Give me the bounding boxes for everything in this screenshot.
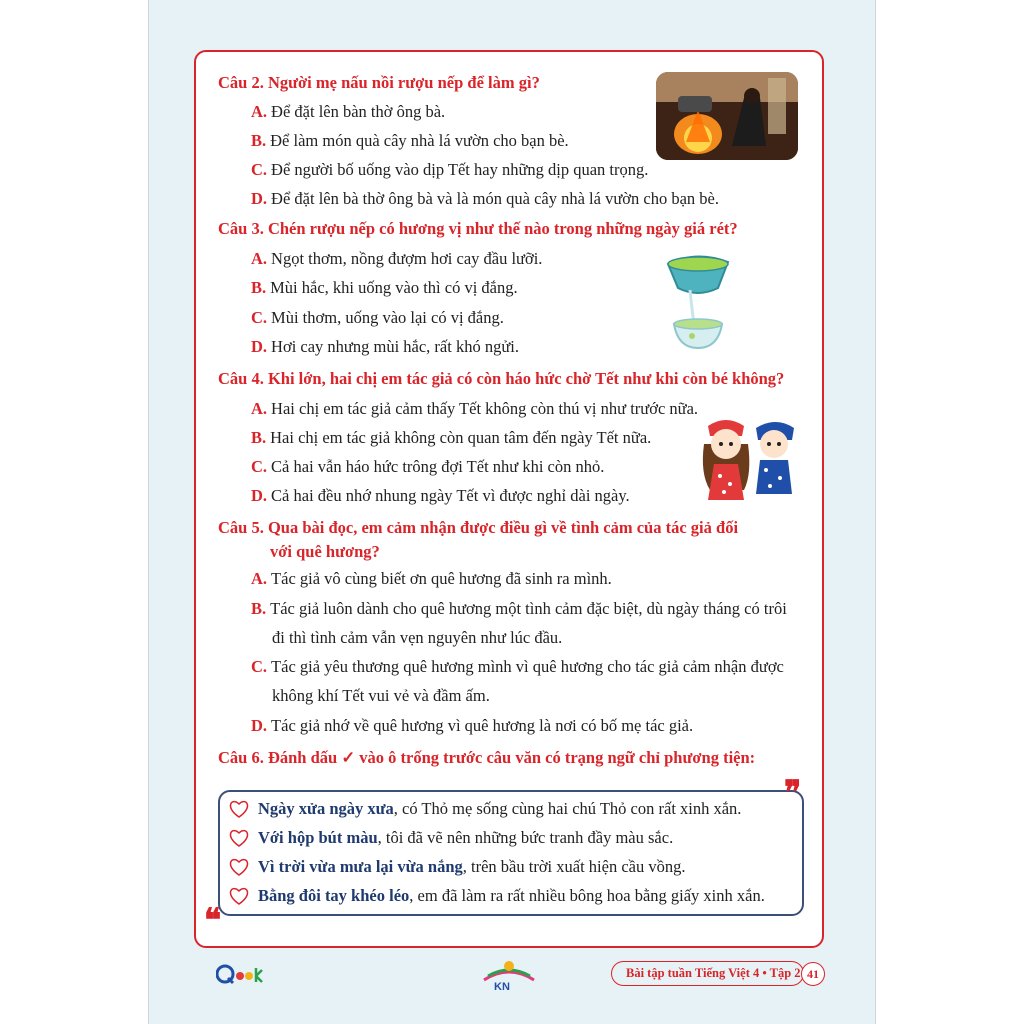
question-3-title: Câu 3. Chén rượu nếp có hương vị như thế nào trong những ngày giá rét? — [218, 219, 738, 238]
q5-answer-b-cont: đi thì tình cảm vẫn vẹn nguyên như lúc đầu. — [272, 628, 563, 647]
cooking-fire-illustration — [656, 72, 798, 160]
q5-answer-b: B. Tác giả luôn dành cho quê hương một tình cảm đặc biệt, dù ngày tháng có trôi — [251, 599, 787, 618]
quote-mark-icon: ❞ — [784, 773, 802, 811]
heart-checkbox-icon[interactable] — [228, 828, 250, 848]
q2-answer-d: D. Để đặt lên bà thờ ông bà và là món quà cây nhà lá vườn cho bạn bè. — [251, 189, 719, 208]
question-2-title: Câu 2. Người mẹ nấu nồi rượu nếp để làm gì? — [218, 73, 540, 92]
publisher-logo — [478, 958, 540, 992]
option-checkbox-4[interactable]: Bằng đôi tay khéo léo , em đã làm ra rất nhiều bông hoa bằng giấy xinh xắn. — [228, 886, 765, 906]
q4-answer-b: B. Hai chị em tác giả không còn quan tâm đến ngày Tết nữa. — [251, 428, 652, 447]
checkmark-icon: ✓ — [341, 748, 356, 767]
q4-answer-a: A. Hai chị em tác giả cảm thấy Tết không còn thú vị như trước nữa. — [251, 399, 699, 418]
page-number: 41 — [801, 962, 825, 986]
q5-answer-a: A. Tác giả vô cùng biết ơn quê hương đã sinh ra mình. — [251, 569, 612, 588]
q2-answer-a: A. Để đặt lên bàn thờ ông bà. — [251, 102, 446, 121]
q3-answer-a: A. Ngọt thơm, nồng đượm hơi cay đầu lưỡi. — [251, 249, 543, 268]
option-checkbox-1[interactable]: Ngày xửa ngày xưa , có Thỏ mẹ sống cùng hai chú Thỏ con rất xinh xắn. — [228, 799, 741, 819]
question-6-title: Câu 6. Đánh dấu ✓ vào ô trống trước câu văn có trạng ngữ chỉ phương tiện: — [218, 748, 756, 767]
heart-checkbox-icon[interactable] — [228, 886, 250, 906]
q2-answer-c: C. Để người bố uống vào dịp Tết hay những dịp quan trọng. — [251, 160, 649, 179]
q5-answer-c-cont: không khí Tết vui vẻ và đầm ấm. — [272, 686, 490, 705]
q3-answer-d: D. Hơi cay nhưng mùi hắc, rất khó ngửi. — [251, 337, 519, 356]
q3-answer-b: B. Mùi hắc, khi uống vào thì có vị đắng. — [251, 278, 518, 297]
question-5-title-cont: với quê hương? — [270, 542, 380, 561]
question-5-title: Câu 5. Qua bài đọc, em cảm nhận được điều gì về tình cảm của tác giả đối — [218, 518, 739, 537]
heart-checkbox-icon[interactable] — [228, 857, 250, 877]
option-checkbox-3[interactable]: Vì trời vừa mưa lại vừa nắng , trên bầu trời xuất hiện cầu vồng. — [228, 857, 685, 877]
book-title-label: Bài tập tuần Tiếng Việt 4 • Tập 2 — [611, 961, 804, 986]
option-checkbox-2[interactable]: Với hộp bút màu , tôi đã vẽ nên những bức tranh đầy màu sắc. — [228, 828, 673, 848]
children-ao-dai-illustration — [696, 414, 800, 506]
qbook-logo — [216, 962, 270, 986]
quote-mark-icon: ❝ — [204, 901, 222, 939]
q4-answer-c: C. Cả hai vẫn háo hức trông đợi Tết như khi còn nhỏ. — [251, 457, 605, 476]
q3-answer-c: C. Mùi thơm, uống vào lại có vị đắng. — [251, 308, 504, 327]
svg-text:KN: KN — [494, 981, 510, 992]
q2-answer-b: B. Để làm món quà cây nhà lá vườn cho bạn bè. — [251, 131, 569, 150]
heart-checkbox-icon[interactable] — [228, 799, 250, 819]
q5-answer-d: D. Tác giả nhớ về quê hương vì quê hương là nơi có bố mẹ tác giả. — [251, 716, 694, 735]
q5-answer-c: C. Tác giả yêu thương quê hương mình vì quê hương cho tác giả cảm nhận được — [251, 657, 784, 676]
wine-cup-illustration — [664, 252, 734, 352]
q4-answer-d: D. Cả hai đều nhớ nhung ngày Tết vì được nghỉ dài ngày. — [251, 486, 630, 505]
question-4-title: Câu 4. Khi lớn, hai chị em tác giả có còn háo hức chờ Tết như khi còn bé không? — [218, 369, 785, 388]
